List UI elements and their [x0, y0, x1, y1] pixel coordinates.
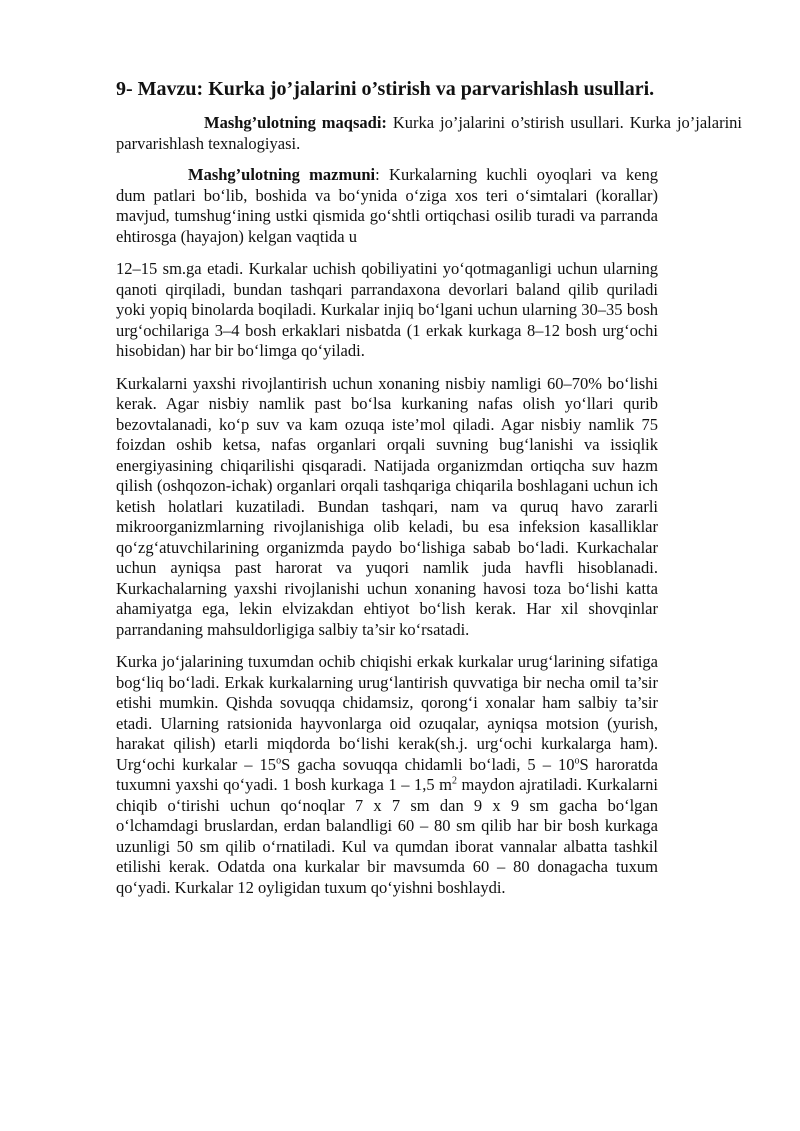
goal-paragraph [116, 113, 742, 154]
degree-superscript-2: o [574, 755, 580, 766]
paragraph-3-part-4: maydon ajratiladi. Kurkalarni chiqib o‘tirishi uchun qo‘noqlar 7 x 7 sm dan 9 x 9 sm gacha bo‘lgan o‘lchamdagi bruslardan, erdan balandligi 60 – 80 sm qilib har bir bosh kurkaga uzunligi 50 sm qilib o‘rnatiladi. Kul va qumdan iborat vannalar albatta tashkil etilishi kerak. Odatda ona kurkalar bir mavsumda 60 – 80 donagacha tuxum qo‘yadi. Kurkalar 12 oyligidan tuxum qo‘yishni boshlaydi. [116, 775, 658, 897]
paragraph-1: 12–15 sm.ga etadi. Kurkalar uchish qobiliyatini yo‘qotmaganligi uchun ularning qanoti qirqiladi, bundan tashqari parrandaxona devorlari baland qilib quriladi yoki yopiq binolarda boqiladi. Kurkalar injiq bo‘lgani uchun ularning 30–35 bosh urg‘ochilariga 3–4 bosh erkaklari nisbatda (1 erkak kurkaga 8–12 bosh urg‘ochi hisobidan) har bir bo‘limga qo‘yiladi. [116, 259, 658, 360]
paragraph-3 [116, 652, 658, 898]
page-title: 9- Mavzu: Kurka jo’jalarini o’stirish va parvarishlash usullari. [116, 78, 655, 100]
content-label: Mashg’ulotning mazmuni [188, 165, 376, 184]
paragraph-3-part-3: S haroratda tuxumni yaxshi qo‘yadi. 1 bosh kurkaga 1 – 1,5 m [116, 754, 658, 794]
paragraph-2: Kurkalarni yaxshi rivojlantirish uchun xonaning nisbiy namligi 60–70% bo‘lishi kerak. Agar nisbiy namlik past bo‘lsa kurkaning nafas olish yo‘llari qurib bezovtalanadi, ko‘p suv va kam ozuqa iste’mol qiladi. Agar nisbiy namlik 75 foizdan oshib ketsa, nafas organlari orqali suvning bug‘lanishi va issiqlik energiyasining chiqarilishi qisqaradi. Natijada organizmdan ortiqcha suv hazm qilish (oshqozon-ichak) organlari orqali tashqariga chiqarila boshlagani uchun ich ketish holatlari kuzatiladi. Bundan tashqari, nam va quruq havo zararli mikroorganizmlarning rivojlanishiga olib keladi, bu esa infeksion kasalliklar qo‘zg‘atuvchilarining organizmda paydo bo‘lishiga sabab bo‘ladi. Kurkachalar uchun ayniqsa past harorat va yuqori namlik juda havfli hisoblanadi. Kurkachalarning yaxshi rivojlanishi uchun xonaning havosi toza bo‘lishi katta ahamiyatga ega, lekin elvizakdan ehtiyot bo‘lish kerak. Har xil shovqinlar parrandaning mahsuldorligiga salbiy ta’sir ko‘rsatadi. [116, 373, 658, 639]
goal-label: Mashg’ulotning maqsadi: [204, 113, 387, 132]
goal-text: Kurka jo’jalarini o’stirish usullari. Kurka jo’jalarini parvarishlash texnalogiyasi. [116, 113, 743, 153]
degree-superscript-1: o [276, 755, 282, 766]
content-paragraph [116, 165, 658, 247]
body-text [116, 165, 658, 908]
paragraph-3-part-2: S gacha sovuqqa chidamli bo‘ladi, 5 – 10 [281, 754, 575, 774]
paragraph-3-part-1: Kurka jo‘jalarining tuxumdan ochib chiqishi erkak kurkalar urug‘larining sifatiga bog‘liq bo‘ladi. Erkak kurkalarning urug‘lantirish quvvatiga bir necha omil ta’sir etishi mumkin. Qishda sovuqqa chidamsiz, qorong‘i xonalar ham salbiy ta’sir etadi. Ularning ratsionida hayvonlarga oid ozuqalar, ayniqsa motsion (yurish, harakat qilish) etarli miqdorda bo‘lishi kerak(sh.j. urg‘ochi kurkalarga ham). Urg‘ochi kurkalar – 15 [116, 652, 658, 774]
content-text: : Kurkalarning kuchli oyoqlari va keng dum patlari bo‘lib, boshida va bo‘ynida o‘ziga xos teri o‘simtalari (korallar) mavjud, tumshug‘ining ustki qismida go‘shtli ortiqchasi osilib turadi va parranda ehtirosga (hayajon) kelgan vaqtida u [116, 165, 659, 246]
square-superscript: 2 [451, 775, 457, 787]
